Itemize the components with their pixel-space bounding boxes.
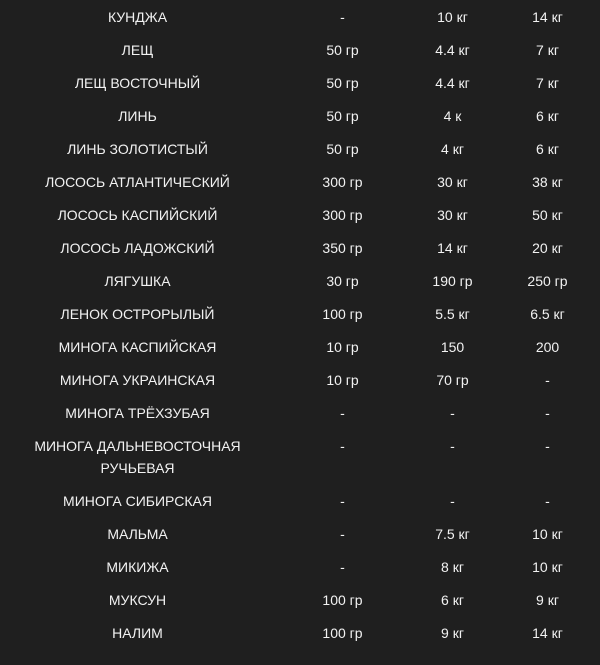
table-row xyxy=(0,330,600,363)
avg-weight-cell: 30 кг xyxy=(437,174,468,190)
max-weight-cell: 10 кг xyxy=(532,526,563,542)
fish-name-cell xyxy=(0,396,275,429)
fish-name: ЛЕНОК ОСТРОРЫЛЫЙ xyxy=(60,306,215,322)
table-row xyxy=(0,198,600,231)
table-row xyxy=(0,429,600,484)
fish-name: МИНОГА КАСПИЙСКАЯ xyxy=(58,339,217,355)
table-row xyxy=(0,165,600,198)
min-weight-cell: 100 гр xyxy=(322,306,363,322)
min-weight-cell: - xyxy=(340,438,345,454)
min-weight-cell: - xyxy=(340,405,345,421)
table-row xyxy=(0,264,600,297)
fish-name-cell xyxy=(0,165,275,198)
max-weight-cell: 20 кг xyxy=(532,240,563,256)
max-weight-cell: 10 кг xyxy=(532,559,563,575)
table-row xyxy=(0,132,600,165)
avg-weight-cell: - xyxy=(450,405,455,421)
fish-name-cell xyxy=(0,33,275,66)
fish-name-cell xyxy=(0,264,275,297)
table-row xyxy=(0,583,600,616)
min-weight-cell: 30 гр xyxy=(326,273,359,289)
max-weight-cell: - xyxy=(545,438,550,454)
fish-name: ЛОСОСЬ ЛАДОЖСКИЙ xyxy=(60,240,215,256)
avg-weight-cell: 190 гр xyxy=(432,273,473,289)
max-weight-cell: 250 гр xyxy=(527,273,568,289)
fish-name: НАЛИМ xyxy=(112,625,163,641)
avg-weight-cell: 4.4 кг xyxy=(435,75,470,91)
max-weight-cell: 14 кг xyxy=(532,625,563,641)
table-row xyxy=(0,231,600,264)
table-row xyxy=(0,363,600,396)
min-weight-cell: 10 гр xyxy=(326,339,359,355)
max-weight-cell: 6 кг xyxy=(536,141,559,157)
fish-name-cell xyxy=(0,517,275,550)
fish-name-cell xyxy=(0,231,275,264)
max-weight-cell: 38 кг xyxy=(532,174,563,190)
max-weight-cell: 14 кг xyxy=(532,9,563,25)
table-row xyxy=(0,99,600,132)
fish-name: ЛИНЬ ЗОЛОТИСТЫЙ xyxy=(67,141,208,157)
min-weight-cell: - xyxy=(340,559,345,575)
fish-name-cell xyxy=(0,429,275,484)
min-weight-cell: 300 гр xyxy=(322,174,363,190)
min-weight-cell: 350 гр xyxy=(322,240,363,256)
avg-weight-cell: 30 кг xyxy=(437,207,468,223)
min-weight-cell: - xyxy=(340,526,345,542)
table-row xyxy=(0,484,600,517)
min-weight-cell: - xyxy=(340,9,345,25)
max-weight-cell: 7 кг xyxy=(536,42,559,58)
fish-name: ЛОСОСЬ АТЛАНТИЧЕСКИЙ xyxy=(45,174,230,190)
max-weight-cell: 6 кг xyxy=(536,108,559,124)
min-weight-cell: 100 гр xyxy=(322,625,363,641)
avg-weight-cell: 5.5 кг xyxy=(435,306,470,322)
table-row xyxy=(0,33,600,66)
table-row xyxy=(0,616,600,649)
avg-weight-cell: 70 гр xyxy=(436,372,469,388)
fish-name-cell xyxy=(0,132,275,165)
table-row xyxy=(0,297,600,330)
max-weight-cell: 50 кг xyxy=(532,207,563,223)
table-row xyxy=(0,66,600,99)
fish-name-cell xyxy=(0,583,275,616)
fish-name: ЛЯГУШКА xyxy=(104,273,171,289)
avg-weight-cell: 14 кг xyxy=(437,240,468,256)
min-weight-cell: 10 гр xyxy=(326,372,359,388)
min-weight-cell: 50 гр xyxy=(326,108,359,124)
fish-name: ЛЕЩ xyxy=(121,42,154,58)
fish-name: ЛЕЩ ВОСТОЧНЫЙ xyxy=(74,75,201,91)
fish-name: МИНОГА СИБИРСКАЯ xyxy=(63,493,212,509)
avg-weight-cell: 4.4 кг xyxy=(435,42,470,58)
avg-weight-cell: 4 кг xyxy=(441,141,464,157)
min-weight-cell: 50 гр xyxy=(326,75,359,91)
fish-name: МИНОГА ДАЛЬНЕВОСТОЧНАЯ РУЧЬЕВАЯ xyxy=(34,438,241,476)
table-row xyxy=(0,550,600,583)
avg-weight-cell: - xyxy=(450,438,455,454)
avg-weight-cell: 8 кг xyxy=(441,559,464,575)
min-weight-cell: 50 гр xyxy=(326,42,359,58)
avg-weight-cell: 6 кг xyxy=(441,592,464,608)
fish-name: МАЛЬМА xyxy=(107,526,168,542)
fish-name: ЛИНЬ xyxy=(118,108,157,124)
fish-name: МИНОГА УКРАИНСКАЯ xyxy=(59,372,216,388)
table-row xyxy=(0,517,600,550)
min-weight-cell: 100 гр xyxy=(322,592,363,608)
fish-name-cell xyxy=(0,0,275,33)
fish-name-cell xyxy=(0,297,275,330)
max-weight-cell: - xyxy=(545,493,550,509)
max-weight-cell: 9 кг xyxy=(536,592,559,608)
min-weight-cell: - xyxy=(340,493,345,509)
max-weight-cell: 6.5 кг xyxy=(530,306,565,322)
max-weight-cell: - xyxy=(545,405,550,421)
avg-weight-cell: 9 кг xyxy=(441,625,464,641)
fish-name: КУНДЖА xyxy=(107,9,168,25)
fish-name: МИНОГА ТРЁХЗУБАЯ xyxy=(65,405,210,421)
fish-name: МИКИЖА xyxy=(106,559,169,575)
fish-name-cell xyxy=(0,99,275,132)
fish-name-cell xyxy=(0,550,275,583)
fish-name: ЛОСОСЬ КАСПИЙСКИЙ xyxy=(57,207,218,223)
table-row xyxy=(0,396,600,429)
min-weight-cell: 50 гр xyxy=(326,141,359,157)
avg-weight-cell: - xyxy=(450,493,455,509)
avg-weight-cell: 7.5 кг xyxy=(435,526,470,542)
fish-name-cell xyxy=(0,198,275,231)
max-weight-cell: 7 кг xyxy=(536,75,559,91)
avg-weight-cell: 150 xyxy=(440,339,465,355)
table-row xyxy=(0,0,600,33)
fish-name: МУКСУН xyxy=(108,592,167,608)
min-weight-cell: 300 гр xyxy=(322,207,363,223)
max-weight-cell: 200 xyxy=(535,339,560,355)
fish-name-cell xyxy=(0,616,275,649)
fish-name-cell xyxy=(0,66,275,99)
fish-name-cell xyxy=(0,484,275,517)
avg-weight-cell: 4 к xyxy=(443,108,462,124)
fish-name-cell xyxy=(0,363,275,396)
fish-name-cell xyxy=(0,330,275,363)
max-weight-cell: - xyxy=(545,372,550,388)
avg-weight-cell: 10 кг xyxy=(437,9,468,25)
